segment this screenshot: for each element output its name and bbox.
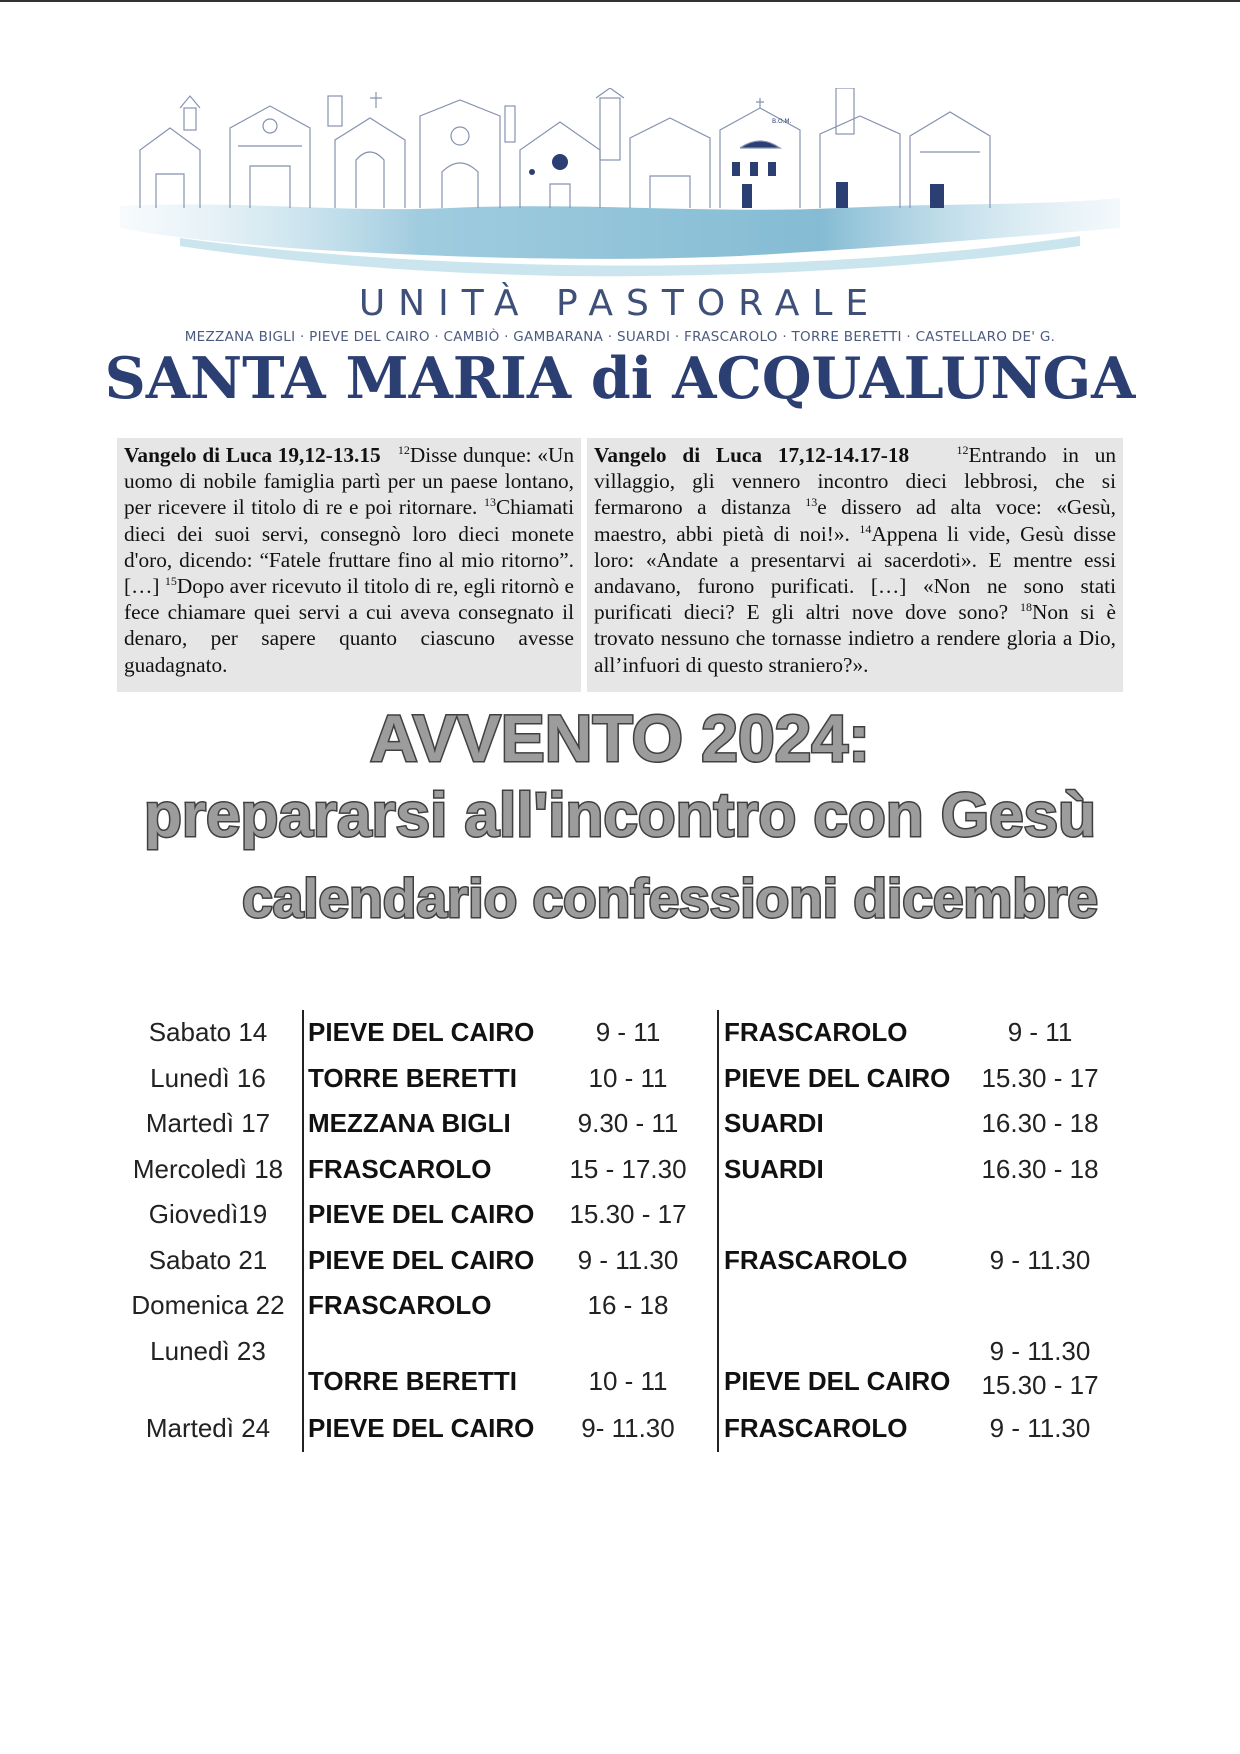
schedule-day: Sabato 21 <box>148 1245 268 1275</box>
verse-number: 14 <box>859 521 872 536</box>
advent-heading: AVVENTO 2024: <box>369 701 871 775</box>
schedule-place: MEZZANA BIGLI <box>308 1108 511 1138</box>
schedule-time: 9- 11.30 <box>581 1413 675 1443</box>
schedule-day: Mercoledì 18 <box>132 1154 284 1184</box>
confession-calendar-heading: calendario confessioni dicembre <box>242 867 1098 929</box>
schedule-time: 10 - 11 <box>588 1366 668 1396</box>
schedule-place: FRASCAROLO <box>308 1290 492 1320</box>
schedule-place: SUARDI <box>724 1154 824 1184</box>
schedule-time: 15 - 17.30 <box>569 1154 687 1184</box>
schedule-day: Martedì 24 <box>145 1413 271 1443</box>
column-divider <box>717 1010 719 1452</box>
verse-number: 13 <box>805 495 818 510</box>
verse-number: 15 <box>164 573 177 588</box>
gospel-verse-text: Chiamati dieci dei suoi servi, consegnò loro dieci monete d'oro, dicendo: “Fatele fruttare fino al mio ritorno”. […] <box>124 495 575 599</box>
schedule-place: PIEVE DEL CAIRO <box>308 1245 535 1275</box>
schedule-place: SUARDI <box>724 1108 824 1138</box>
schedule-day: Domenica 22 <box>131 1290 285 1320</box>
advent-subheading: prepararsi all'incontro con Gesù <box>144 781 1096 850</box>
gospel-verse-text: Appena li vide, Gesù disse loro: «Andate a presentarvi ai sacerdoti». E mentre essi andavano, furono purificati. […] «Non ne sono stati purificati dieci? E gli altri nove dove sono? <box>594 521 1117 625</box>
gospel-verse-text: e dissero ad alta voce: «Gesù, maestro, abbi pietà di noi!». <box>594 495 1116 546</box>
gospel-verse-text: Dopo aver ricevuto il titolo di re, egli ritornò e fece chiamare quei servi a cui aveva consegnato il denaro, per sapere quanto ciascuno avesse guadagnato. <box>124 574 574 677</box>
schedule-time: 15.30 - 17 <box>569 1199 687 1229</box>
schedule-day: Giovedì19 <box>148 1199 268 1229</box>
verse-number: 12 <box>397 442 410 457</box>
schedule-time: 9 - 11.30 <box>989 1336 1091 1366</box>
schedule-day: Martedì 17 <box>145 1108 271 1138</box>
gospel-reference: Vangelo di Luca 17,12-14.17-18 <box>594 443 910 467</box>
schedule-day: Sabato 14 <box>148 1017 268 1047</box>
verse-number: 18 <box>1019 600 1032 615</box>
gospel-verse-text: Disse dunque: «Un uomo di nobile famiglia partì per un paese lontano, per ricevere il titolo di re e poi ritornare. <box>124 443 574 520</box>
schedule-time: 15.30 - 17 <box>981 1370 1099 1400</box>
schedule-place: PIEVE DEL CAIRO <box>308 1017 535 1047</box>
schedule-place: TORRE BERETTI <box>308 1063 517 1093</box>
schedule-place: PIEVE DEL CAIRO <box>724 1063 951 1093</box>
facade-sign-label: B.O.M. <box>772 118 792 125</box>
schedule-time: 9 - 11.30 <box>989 1245 1091 1275</box>
verse-number: 13 <box>483 495 496 510</box>
schedule-place: PIEVE DEL CAIRO <box>308 1413 535 1443</box>
schedule-place: FRASCAROLO <box>724 1017 908 1047</box>
schedule-place: FRASCAROLO <box>724 1245 908 1275</box>
gospel-verse-text: Entrando in un villaggio, gli vennero incontro dieci lebbrosi, che si fermarono a distanza <box>594 443 1116 520</box>
schedule-time: 9 - 11.30 <box>989 1413 1091 1443</box>
gospel-verse-text: Non si è trovato nessuno che tornasse indietro a rendere gloria a Dio, all’infuori di questo straniero?». <box>594 600 1117 677</box>
schedule-time: 15.30 - 17 <box>981 1063 1099 1093</box>
schedule-place: TORRE BERETTI <box>308 1366 517 1396</box>
verse-number: 12 <box>956 442 969 457</box>
schedule-place: FRASCAROLO <box>724 1413 908 1443</box>
gospel-reference: Vangelo di Luca 19,12-13.15 <box>124 443 381 467</box>
schedule-time: 16.30 - 18 <box>981 1154 1099 1184</box>
schedule-time: 9 - 11.30 <box>577 1245 679 1275</box>
schedule-place: FRASCAROLO <box>308 1154 492 1184</box>
schedule-place: PIEVE DEL CAIRO <box>308 1199 535 1229</box>
schedule-time: 16.30 - 18 <box>981 1108 1099 1138</box>
schedule-place: PIEVE DEL CAIRO <box>724 1366 951 1396</box>
schedule-day: Lunedì 16 <box>150 1063 266 1093</box>
schedule-day: Lunedì 23 <box>150 1336 266 1366</box>
pastoral-unit-name: SANTA MARIA di ACQUALUNGA <box>104 345 1136 412</box>
parishes-list: MEZZANA BIGLI · PIEVE DEL CAIRO · CAMBIÒ · GAMBARANA · SUARDI · FRASCAROLO · TORRE BERETTI · CASTELLARO DE' G. <box>184 329 1056 345</box>
schedule-time: 9 - 11 <box>1007 1017 1073 1047</box>
schedule-time: 9 - 11 <box>595 1017 661 1047</box>
schedule-time: 9.30 - 11 <box>577 1108 679 1138</box>
pastoral-unit-label: UNITÀ PASTORALE <box>358 283 882 324</box>
schedule-time: 10 - 11 <box>588 1063 668 1093</box>
schedule-time: 16 - 18 <box>587 1290 669 1320</box>
